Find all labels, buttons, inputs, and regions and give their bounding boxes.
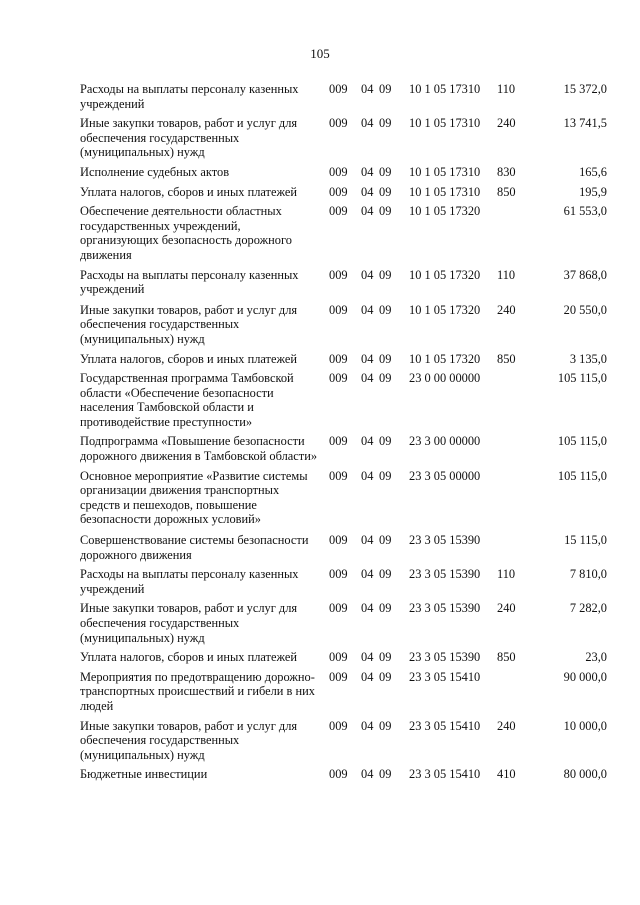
- section-code: 04: [361, 468, 374, 483]
- subsection-code: 09: [379, 164, 392, 179]
- department-code: 009: [329, 371, 348, 386]
- table-row: [0, 567, 640, 596]
- amount: 165,6: [579, 164, 607, 179]
- expense-name: Иные закупки товаров, работ и услуг для обеспечения государственных (муниципальных) нужд: [80, 116, 298, 160]
- amount: 37 868,0: [563, 267, 607, 282]
- expense-name: Совершенствование системы безопасности дорожного движения: [80, 533, 309, 562]
- subsection-code: 09: [379, 533, 392, 548]
- expense-name: Государственная программа Тамбовской области «Обеспечение безопасности населения Тамбовской области и противодействие преступности»: [80, 371, 294, 429]
- subsection-code: 09: [379, 567, 392, 582]
- subsection-code: 09: [379, 302, 392, 317]
- expense-type-code: 850: [497, 184, 516, 199]
- section-code: 04: [361, 116, 374, 131]
- table-row: [0, 371, 640, 429]
- target-article-code: 23 3 05 00000: [409, 468, 481, 483]
- expense-type-code: 240: [497, 302, 516, 317]
- department-code: 009: [329, 601, 348, 616]
- table-row: [0, 670, 640, 714]
- amount: 20 550,0: [563, 302, 607, 317]
- department-code: 009: [329, 468, 348, 483]
- amount: 23,0: [585, 650, 607, 665]
- expense-type-code: 240: [497, 116, 516, 131]
- department-code: 009: [329, 718, 348, 733]
- expense-name: Основное мероприятие «Развитие системы организации движения транспортных средств и пешеходов, повышение безопасности дорожных условий»: [80, 468, 308, 527]
- expense-name: Обеспечение деятельности областных государственных учреждений, организующих безопасность дорожного движения: [80, 204, 292, 262]
- subsection-code: 09: [379, 669, 392, 684]
- department-code: 009: [329, 204, 348, 219]
- target-article-code: 23 3 05 15390: [409, 567, 481, 582]
- department-code: 009: [329, 267, 348, 282]
- expense-name: Уплата налогов, сборов и иных платежей: [80, 650, 298, 665]
- amount: 61 553,0: [563, 204, 607, 219]
- target-article-code: 23 3 05 15410: [409, 767, 481, 782]
- amount: 13 741,5: [563, 116, 607, 131]
- table-row: [0, 116, 640, 160]
- expense-name: Расходы на выплаты персоналу казенных учреждений: [80, 567, 299, 596]
- section-code: 04: [361, 82, 374, 96]
- target-article-code: 10 1 05 17320: [409, 267, 481, 282]
- amount: 105 115,0: [557, 371, 607, 386]
- target-article-code: 23 3 05 15390: [409, 650, 481, 665]
- subsection-code: 09: [379, 718, 392, 733]
- expense-type-code: 410: [497, 767, 516, 782]
- department-code: 009: [329, 116, 348, 131]
- section-code: 04: [361, 164, 374, 179]
- amount: 7 810,0: [569, 567, 607, 582]
- target-article-code: 10 1 05 17320: [409, 204, 481, 219]
- amount: 90 000,0: [563, 669, 607, 684]
- department-code: 009: [329, 669, 348, 684]
- section-code: 04: [361, 718, 374, 733]
- table-row: [0, 82, 640, 111]
- section-code: 04: [361, 767, 374, 782]
- subsection-code: 09: [379, 601, 392, 616]
- expense-type-code: 110: [497, 567, 516, 582]
- table-row: [0, 352, 640, 367]
- subsection-code: 09: [379, 434, 392, 449]
- section-code: 04: [361, 371, 374, 386]
- expense-type-code: 110: [497, 82, 516, 96]
- department-code: 009: [329, 351, 348, 366]
- subsection-code: 09: [379, 468, 392, 483]
- department-code: 009: [329, 184, 348, 199]
- amount: 15 115,0: [564, 533, 607, 548]
- target-article-code: 10 1 05 17320: [409, 302, 481, 317]
- expense-name: Расходы на выплаты персоналу казенных учреждений: [80, 82, 299, 111]
- section-code: 04: [361, 434, 374, 449]
- budget-table: [0, 82, 640, 787]
- department-code: 009: [329, 567, 348, 582]
- section-code: 04: [361, 601, 374, 616]
- table-row: [0, 303, 640, 347]
- table-row: [0, 469, 640, 527]
- table-row: [0, 650, 640, 665]
- target-article-code: 10 1 05 17310: [409, 164, 481, 179]
- subsection-code: 09: [379, 267, 392, 282]
- target-article-code: 10 1 05 17310: [409, 82, 481, 96]
- subsection-code: 09: [379, 351, 392, 366]
- section-code: 04: [361, 267, 374, 282]
- table-row: [0, 719, 640, 763]
- subsection-code: 09: [379, 371, 392, 386]
- expense-type-code: 110: [497, 267, 516, 282]
- table-row: [0, 165, 640, 180]
- expense-name: Уплата налогов, сборов и иных платежей: [80, 184, 298, 199]
- department-code: 009: [329, 82, 348, 96]
- expense-name: Уплата налогов, сборов и иных платежей: [80, 351, 298, 366]
- table-row: [0, 268, 640, 297]
- subsection-code: 09: [379, 650, 392, 665]
- section-code: 04: [361, 567, 374, 582]
- expense-name: Иные закупки товаров, работ и услуг для обеспечения государственных (муниципальных) нужд: [80, 302, 298, 346]
- page-number: 105: [310, 46, 330, 61]
- amount: 7 282,0: [569, 601, 607, 616]
- expense-type-code: 240: [497, 718, 516, 733]
- department-code: 009: [329, 164, 348, 179]
- subsection-code: 09: [379, 82, 392, 96]
- section-code: 04: [361, 669, 374, 684]
- subsection-code: 09: [379, 184, 392, 199]
- amount: 105 115,0: [557, 468, 607, 483]
- table-row: [0, 185, 640, 200]
- expense-type-code: 830: [497, 164, 516, 179]
- department-code: 009: [329, 434, 348, 449]
- target-article-code: 10 1 05 17310: [409, 116, 481, 131]
- target-article-code: 23 3 05 15410: [409, 718, 481, 733]
- target-article-code: 10 1 05 17320: [409, 351, 481, 366]
- section-code: 04: [361, 533, 374, 548]
- department-code: 009: [329, 302, 348, 317]
- subsection-code: 09: [379, 116, 392, 131]
- subsection-code: 09: [379, 767, 392, 782]
- expense-name: Исполнение судебных актов: [80, 164, 230, 179]
- target-article-code: 23 0 00 00000: [409, 371, 481, 386]
- amount: 15 372,0: [563, 82, 607, 96]
- section-code: 04: [361, 302, 374, 317]
- amount: 80 000,0: [563, 767, 607, 782]
- expense-name: Иные закупки товаров, работ и услуг для обеспечения государственных (муниципальных) нужд: [80, 601, 298, 645]
- subsection-code: 09: [379, 204, 392, 219]
- expense-name: Подпрограмма «Повышение безопасности дорожного движения в Тамбовской области»: [80, 434, 318, 464]
- table-row: [0, 601, 640, 645]
- section-code: 04: [361, 184, 374, 199]
- section-code: 04: [361, 204, 374, 219]
- department-code: 009: [329, 767, 348, 782]
- target-article-code: 23 3 00 00000: [409, 434, 481, 449]
- expense-type-code: 240: [497, 601, 516, 616]
- amount: 195,9: [579, 184, 607, 199]
- expense-type-code: 850: [497, 650, 516, 665]
- expense-name: Иные закупки товаров, работ и услуг для обеспечения государственных (муниципальных) нужд: [80, 718, 298, 762]
- target-article-code: 23 3 05 15390: [409, 533, 481, 548]
- table-row: [0, 533, 640, 562]
- table-row: [0, 767, 640, 782]
- expense-name: Бюджетные инвестиции: [80, 767, 208, 782]
- target-article-code: 23 3 05 15390: [409, 601, 481, 616]
- expense-name: Мероприятия по предотвращению дорожно-транспортных происшествий и гибели в них людей: [80, 669, 315, 713]
- department-code: 009: [329, 533, 348, 548]
- section-code: 04: [361, 351, 374, 366]
- target-article-code: 10 1 05 17310: [409, 184, 481, 199]
- amount: 105 115,0: [557, 434, 607, 449]
- section-code: 04: [361, 650, 374, 665]
- expense-type-code: 850: [497, 351, 516, 366]
- amount: 3 135,0: [569, 351, 607, 366]
- department-code: 009: [329, 650, 348, 665]
- table-row: [0, 204, 640, 262]
- amount: 10 000,0: [563, 718, 607, 733]
- target-article-code: 23 3 05 15410: [409, 669, 481, 684]
- expense-name: Расходы на выплаты персоналу казенных учреждений: [80, 267, 299, 297]
- table-row: [0, 434, 640, 463]
